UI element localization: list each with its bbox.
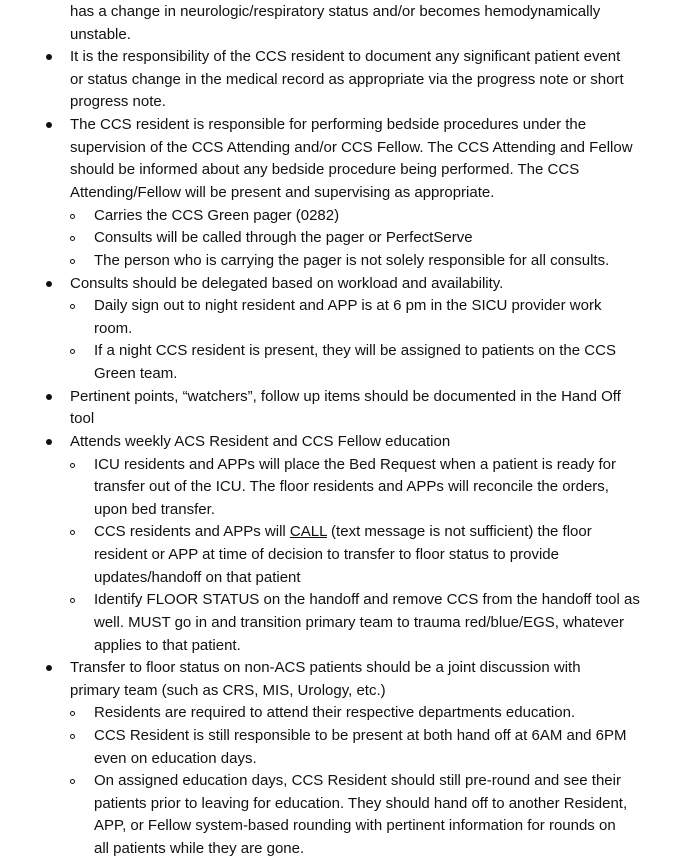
sub-bullet-icon (70, 530, 75, 535)
sub-bullet-text-line: The person who is carrying the pager is not solely responsible for all consults. (94, 252, 610, 269)
sub-bullet-icon (70, 349, 75, 354)
bullet-text-line: The CCS resident is responsible for performing bedside procedures under the (70, 116, 587, 133)
sub-bullet-text-line (94, 521, 592, 544)
sub-bullet-text-line: ICU residents and APPs will place the Bed Request when a patient is ready for (94, 456, 616, 473)
bullet-text-line: progress note. (70, 93, 166, 110)
bullet-text-line: Attending/Fellow will be present and supervising as appropriate. (70, 184, 495, 201)
bullet-icon (46, 439, 52, 445)
sub-bullet-icon (70, 259, 75, 264)
bullet-icon (46, 122, 52, 128)
sub-bullet-icon (70, 734, 75, 739)
bullet-icon (46, 54, 52, 60)
bullet-text-line: Pertinent points, “watchers”, follow up items should be documented in the Hand Off (70, 388, 621, 405)
sub-bullet-icon (70, 463, 75, 468)
sub-bullet-text-line: Carries the CCS Green pager (0282) (94, 207, 340, 224)
bullet-text-line: Consults should be delegated based on workload and availability. (70, 275, 504, 292)
call-text-pre: CCS residents and APPs will (94, 523, 290, 540)
sub-bullet-text-line: updates/handoff on that patient (94, 569, 301, 586)
sub-bullet-text-line: Identify FLOOR STATUS on the handoff and remove CCS from the handoff tool as (94, 591, 640, 608)
bullet-text-line: primary team (such as CRS, MIS, Urology, etc.) (70, 682, 386, 699)
sub-bullet-text-line: Green team. (94, 365, 178, 382)
bullet-text-line: Transfer to floor status on non-ACS patients should be a joint discussion with (70, 659, 581, 676)
sub-bullet-text-line: applies to that patient. (94, 637, 241, 654)
sub-bullet-icon (70, 711, 75, 716)
sub-bullet-icon (70, 779, 75, 784)
bullet-text-line: supervision of the CCS Attending and/or CCS Fellow. The CCS Attending and Fellow (70, 139, 633, 156)
bullet-text-line: Attends weekly ACS Resident and CCS Fellow education (70, 433, 451, 450)
sub-bullet-text-line: If a night CCS resident is present, they will be assigned to patients on the CCS (94, 342, 616, 359)
sub-bullet-text-line: On assigned education days, CCS Resident should still pre-round and see their (94, 772, 621, 789)
sub-bullet-icon (70, 598, 75, 603)
sub-bullet-text-line: patients prior to leaving for education. They should hand off to another Resident, (94, 795, 628, 812)
bullet-text-line: should be informed about any bedside procedure being performed. The CCS (70, 161, 580, 178)
sub-bullet-text-line: CCS Resident is still responsible to be present at both hand off at 6AM and 6PM (94, 727, 627, 744)
continuation-line: has a change in neurologic/respiratory status and/or becomes hemodynamically (70, 3, 601, 20)
sub-bullet-icon (70, 304, 75, 309)
sub-bullet-text-line: well. MUST go in and transition primary team to trauma red/blue/EGS, whatever (94, 614, 624, 631)
bullet-text-line: tool (70, 410, 95, 427)
sub-bullet-icon (70, 236, 75, 241)
sub-bullet-icon (70, 214, 75, 219)
bullet-icon (46, 281, 52, 287)
call-emphasis: CALL (289, 523, 327, 540)
sub-bullet-text-line: resident or APP at time of decision to transfer to floor status to provide (94, 546, 559, 563)
sub-bullet-text-line: Residents are required to attend their respective departments education. (94, 704, 576, 721)
sub-bullet-text-line: room. (94, 320, 133, 337)
bullet-text-line: It is the responsibility of the CCS resident to document any significant patient event (70, 48, 621, 65)
sub-bullet-text-line: transfer out of the ICU. The floor residents and APPs will reconcile the orders, (94, 478, 609, 495)
bullet-icon (46, 394, 52, 400)
call-text-post: (text message is not sufficient) the floor (326, 523, 592, 540)
sub-bullet-text-line: APP, or Fellow system-based rounding with pertinent information for rounds on (94, 817, 616, 834)
sub-bullet-text-line: upon bed transfer. (94, 501, 215, 518)
continuation-line: unstable. (70, 26, 131, 43)
sub-bullet-text-line: all patients while they are gone. (94, 840, 305, 857)
bullet-icon (46, 665, 52, 671)
sub-bullet-text-line: Consults will be called through the pager or PerfectServe (94, 229, 473, 246)
sub-bullet-text-line: Daily sign out to night resident and APP is at 6 pm in the SICU provider work (94, 297, 602, 314)
sub-bullet-text-line: even on education days. (94, 750, 257, 767)
bullet-text-line: or status change in the medical record as appropriate via the progress note or short (70, 71, 624, 88)
